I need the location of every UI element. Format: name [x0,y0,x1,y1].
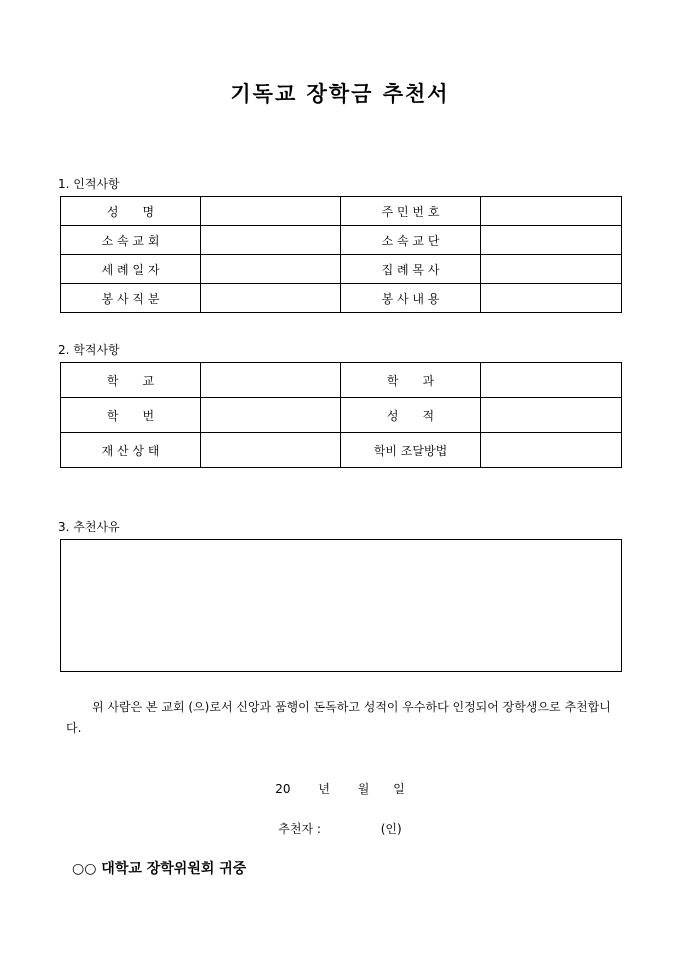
table-row [61,197,622,226]
field-value[interactable] [201,197,341,226]
field-value[interactable] [481,398,622,433]
field-value[interactable] [481,226,622,255]
section-academic-label: 2. 학적사항 [58,343,120,357]
field-label: 소 속 교 회 [61,226,201,255]
recommendation-statement: 위 사람은 본 교회 (으)로서 신앙과 품행이 돈독하고 성적이 우수하다 인정되어 장학생으로 추천합니다. [66,700,611,735]
field-label: 세 례 일 자 [61,255,201,284]
section-reason-label: 3. 추천사유 [58,520,120,534]
field-value[interactable] [481,197,622,226]
document-title: 기독교 장학금 추천서 [230,81,450,106]
field-value[interactable] [201,433,341,468]
field-value[interactable] [201,398,341,433]
field-label: 학 과 [341,363,481,398]
field-value[interactable] [201,255,341,284]
field-value[interactable] [481,255,622,284]
date-month-label: 월 [357,782,370,796]
field-value[interactable] [481,284,622,313]
field-value[interactable] [481,433,622,468]
field-label: 소 속 교 단 [341,226,481,255]
date-day-label: 일 [393,782,405,796]
field-value[interactable] [481,363,622,398]
recommender-line [0,820,680,837]
recommender-label: 추천자 : [278,822,321,836]
field-label: 주 민 번 호 [341,197,481,226]
field-label: 재 산 상 태 [61,433,201,468]
personal-info-body [61,197,622,313]
field-value[interactable] [201,284,341,313]
date-line [0,780,680,797]
table-row [61,433,622,468]
field-label: 성 명 [61,197,201,226]
table-row [61,363,622,398]
field-value[interactable] [201,363,341,398]
field-label: 성 적 [341,398,481,433]
academic-info-table [60,362,622,468]
field-label: 학 번 [61,398,201,433]
recommendation-reason-field[interactable] [60,539,622,672]
field-label: 학 교 [61,363,201,398]
table-row [61,398,622,433]
date-prefix: 20 [275,782,291,796]
section-personal-label: 1. 인적사항 [58,177,120,191]
recommender-seal: (인) [380,822,402,836]
table-row [61,255,622,284]
academic-info-body [61,363,622,468]
field-value[interactable] [201,226,341,255]
field-label: 봉 사 직 분 [61,284,201,313]
date-year-label: 년 [318,782,330,796]
field-label: 집 례 목 사 [341,255,481,284]
field-label: 학비 조달방법 [341,433,481,468]
addressee: ○○ 대학교 장학위원회 귀중 [72,861,247,877]
table-row [61,226,622,255]
field-label: 봉 사 내 용 [341,284,481,313]
personal-info-table [60,196,622,313]
table-row [61,284,622,313]
